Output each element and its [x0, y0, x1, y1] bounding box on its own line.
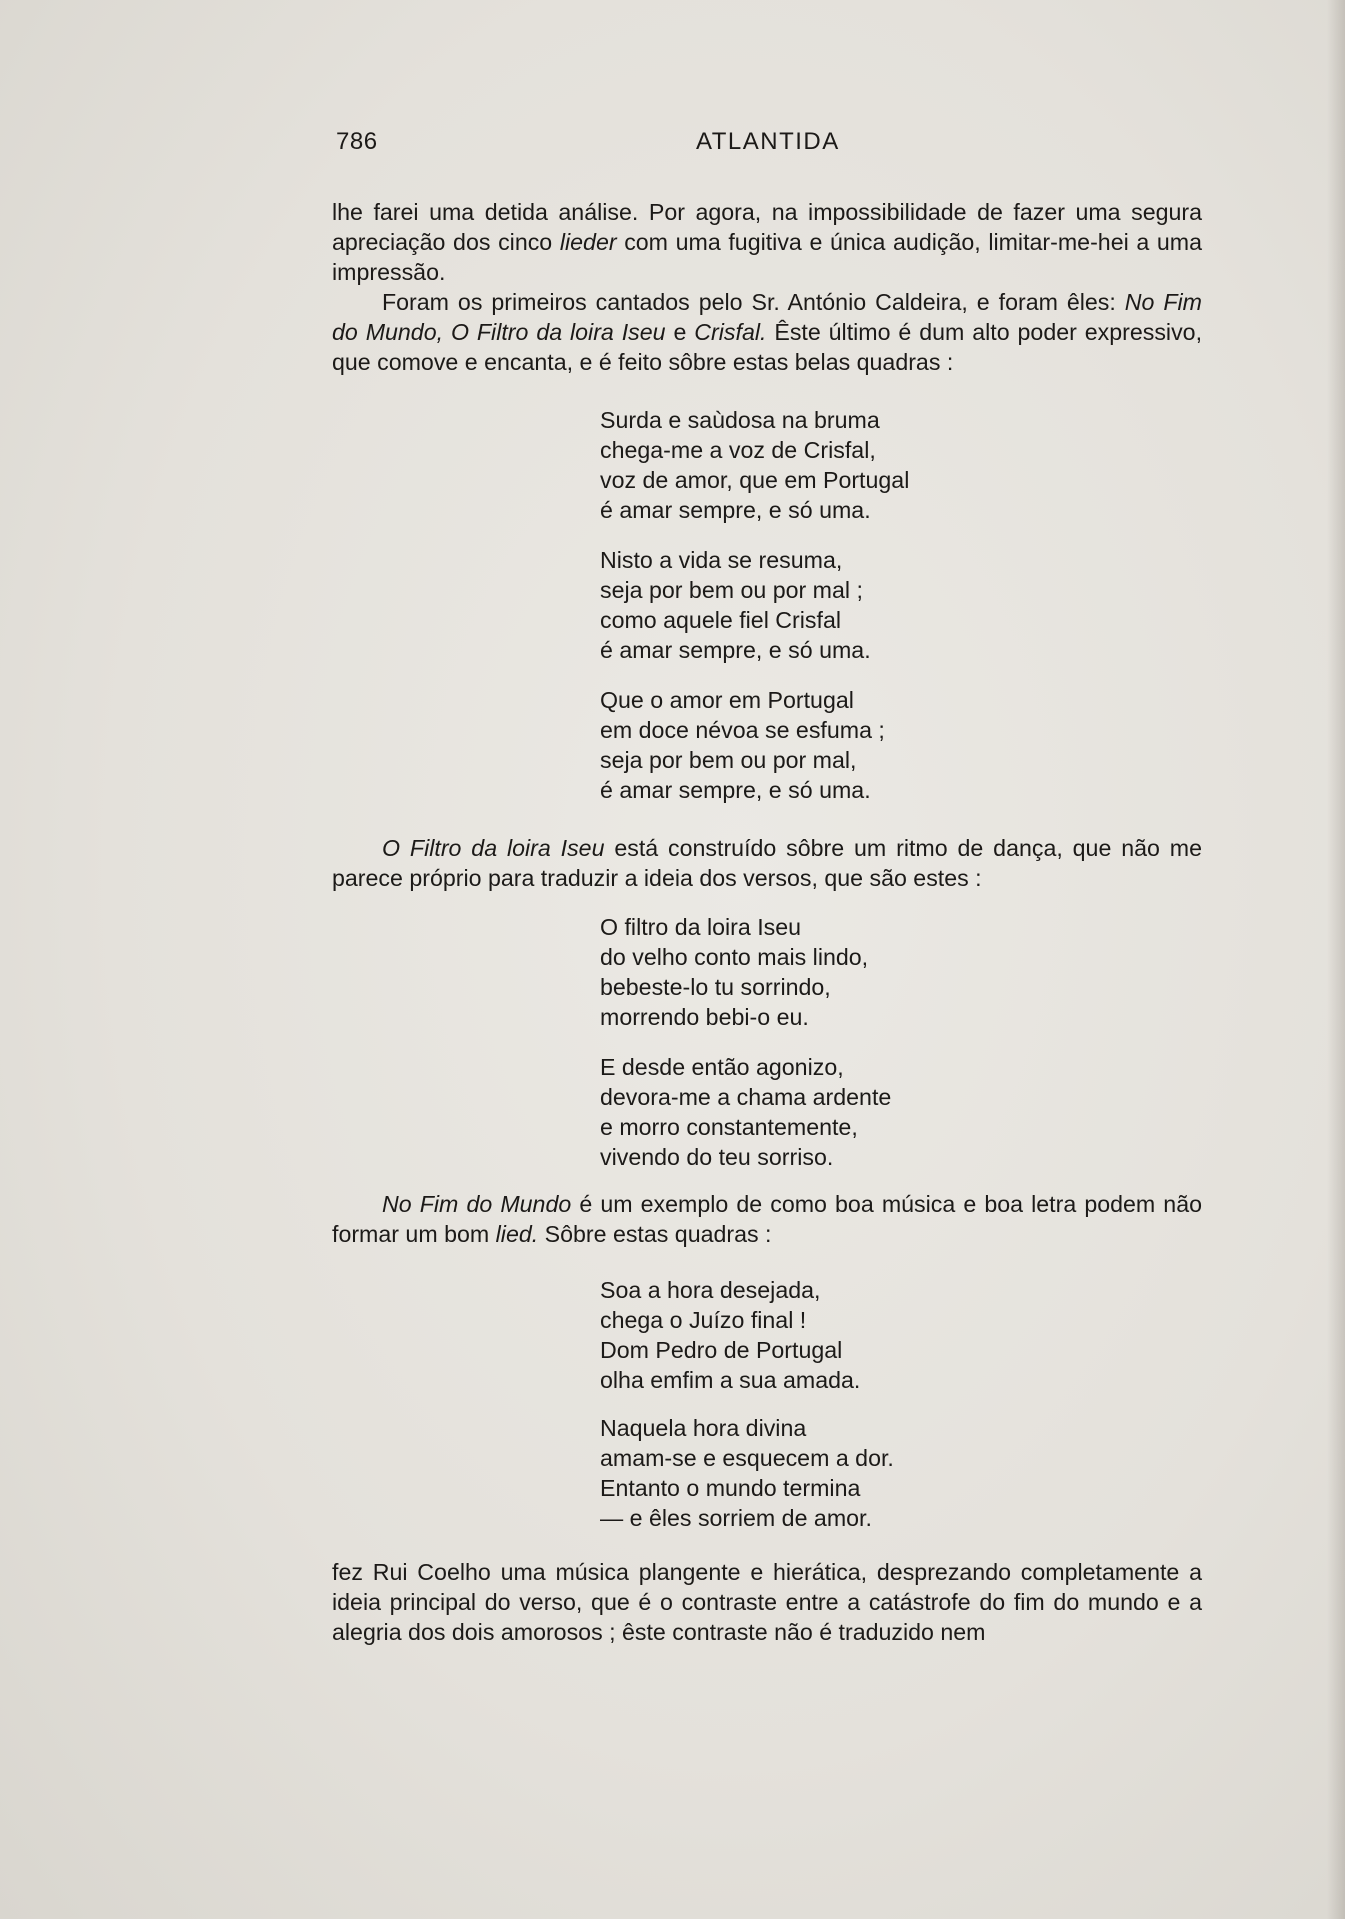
- text-run: e: [665, 319, 695, 345]
- verse-line: é amar sempre, e só uma.: [600, 497, 871, 523]
- stanza-7: [600, 1413, 894, 1533]
- paragraph-2-body: [332, 833, 1202, 893]
- verse-line: E desde então agonizo,: [600, 1054, 844, 1080]
- paragraph-4: [332, 1557, 1202, 1647]
- verse-line: e morro constantemente,: [600, 1114, 858, 1140]
- text-run: é um exemplo de como boa música e boa letra podem não formar um bom: [332, 1191, 1202, 1247]
- text-run-italic: Crisfal.: [694, 319, 767, 345]
- text-run-italic: No Fim do Mundo: [382, 1191, 572, 1217]
- verse-line: bebeste-lo tu sorrindo,: [600, 974, 831, 1000]
- paragraph-2: [332, 833, 1202, 893]
- verse-line: seja por bem ou por mal,: [600, 747, 857, 773]
- verse-line: Que o amor em Portugal: [600, 687, 854, 713]
- text-run: está construído sôbre um ritmo de dança, que não me parece próprio para traduzir a ideia dos versos, que são estes :: [332, 835, 1202, 891]
- text-run-italic: O Filtro da loira Iseu: [382, 835, 605, 861]
- text-run: Êste último é dum alto poder expressivo, que comove e encanta, e é feito sôbre estas belas quadras :: [332, 319, 1203, 375]
- verse-line: chega-me a voz de Crisfal,: [600, 437, 876, 463]
- verse-line: é amar sempre, e só uma.: [600, 637, 871, 663]
- page-edge-shadow: [1327, 0, 1345, 1919]
- stanza-4: [600, 912, 868, 1032]
- verse-line: do velho conto mais lindo,: [600, 944, 869, 970]
- verse-line: — e êles sorriem de amor.: [600, 1505, 872, 1531]
- verse-line: como aquele fiel Crisfal: [600, 607, 842, 633]
- verse-line: amam-se e esquecem a dor.: [600, 1445, 894, 1471]
- verse-line: em doce névoa se esfuma ;: [600, 717, 885, 743]
- page-number: 786: [336, 128, 378, 155]
- text-run-italic: lieder: [559, 229, 617, 255]
- verse-line: chega o Juízo final !: [600, 1307, 807, 1333]
- paragraph-3: [332, 1189, 1202, 1249]
- verse-line: Nisto a vida se resuma,: [600, 547, 843, 573]
- stanza-1: [600, 405, 909, 525]
- running-title: ATLANTIDA: [696, 128, 840, 155]
- paragraph-1b: [332, 287, 1202, 377]
- text-run: com uma fugitiva e única audição, limitar-me-hei a uma impressão.: [332, 229, 1202, 285]
- verse-line: é amar sempre, e só uma.: [600, 777, 871, 803]
- verse-line: O filtro da loira Iseu: [600, 914, 802, 940]
- verse-line: olha emfim a sua amada.: [600, 1367, 861, 1393]
- stanza-5: [600, 1052, 891, 1172]
- verse-line: devora-me a chama ardente: [600, 1084, 892, 1110]
- verse-line: Dom Pedro de Portugal: [600, 1337, 843, 1363]
- verse-line: Naquela hora divina: [600, 1415, 807, 1441]
- stanza-2: [600, 545, 871, 665]
- stanza-6: [600, 1275, 860, 1395]
- text-run: lhe farei uma detida análise. Por agora, na impossibilidade de fazer uma segura apreciação dos cinco: [332, 199, 1202, 255]
- verse-line: Entanto o mundo termina: [600, 1475, 861, 1501]
- paragraph-1a: [332, 197, 1202, 287]
- verse-line: vivendo do teu sorriso.: [600, 1144, 834, 1170]
- verse-line: voz de amor, que em Portugal: [600, 467, 910, 493]
- verse-line: seja por bem ou por mal ;: [600, 577, 863, 603]
- text-run: Sôbre estas quadras :: [538, 1221, 772, 1247]
- paragraph-3-body: [332, 1189, 1202, 1249]
- verse-line: Soa a hora desejada,: [600, 1277, 821, 1303]
- stanza-3: [600, 685, 885, 805]
- verse-line: Surda e saùdosa na bruma: [600, 407, 880, 433]
- running-header: [336, 128, 856, 168]
- paragraph-1: [332, 197, 1202, 377]
- verse-line: morrendo bebi-o eu.: [600, 1004, 809, 1030]
- text-run: Foram os primeiros cantados pelo Sr. António Caldeira, e foram êles:: [382, 289, 1125, 315]
- paragraph-4-body: fez Rui Coelho uma música plangente e hierática, desprezando completamente a ideia principal do verso, que é o contraste entre a catástrofe do fim do mundo e a alegria dos dois amorosos ; êste contraste não é traduzido nem: [332, 1559, 1202, 1645]
- text-run-italic: No Fim do Mundo, O Filtro da loira Iseu: [332, 289, 1202, 345]
- text-run-italic: lied.: [495, 1221, 539, 1247]
